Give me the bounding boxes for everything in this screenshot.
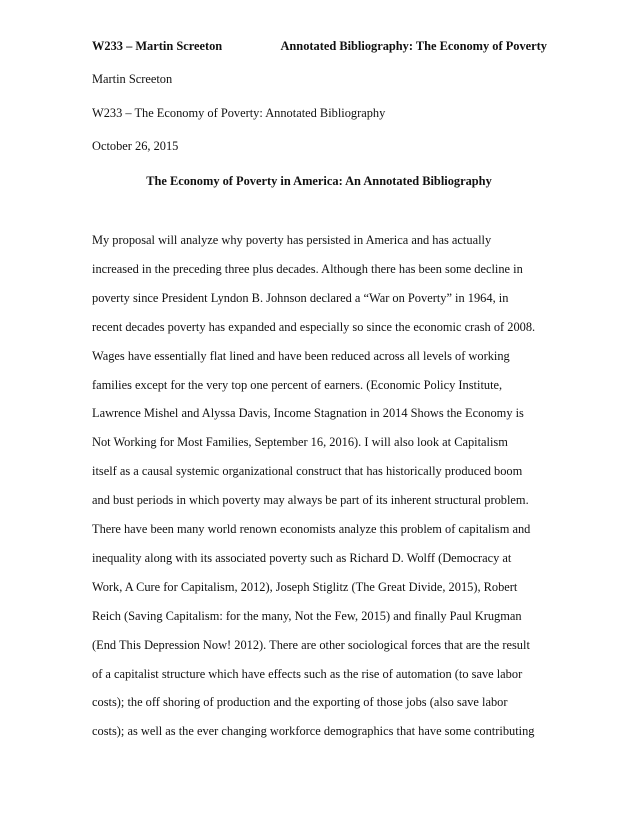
date-line: October 26, 2015: [92, 139, 179, 153]
document-title: The Economy of Poverty in America: An Annotated Bibliography: [146, 174, 492, 188]
body-line: and bust periods in which poverty may always be part of its inherent structural problem.: [92, 493, 529, 508]
body-line: Lawrence Mishel and Alyssa Davis, Income Stagnation in 2014 Shows the Economy is: [92, 406, 524, 421]
body-line: of a capitalist structure which have effects such as the rise of automation (to save labor: [92, 666, 523, 681]
author-name: Martin Screeton: [92, 72, 173, 86]
body-line: Wages have essentially flat lined and have been reduced across all levels of working: [92, 348, 510, 363]
body-line: increased in the preceding three plus decades. Although there has been some decline in: [92, 261, 523, 276]
body-line: recent decades poverty has expanded and especially so since the economic crash of 2008.: [92, 319, 536, 334]
running-header: [92, 36, 552, 56]
body-line: There have been many world renown economists analyze this problem of capitalism and: [92, 522, 531, 536]
body-line: itself as a causal systemic organizational construct that has historically produced boom: [92, 464, 523, 479]
body-line: (End This Depression Now! 2012). There are other sociological forces that are the result: [92, 637, 530, 652]
body-line: costs); the off shoring of production and the exporting of those jobs (also save labor: [92, 695, 508, 710]
header-document-title: Annotated Bibliography: The Economy of Poverty: [280, 39, 547, 53]
body-line: My proposal will analyze why poverty has persisted in America and has actually: [92, 233, 492, 247]
body-line: costs); as well as the ever changing workforce demographics that have some contributing: [92, 724, 535, 739]
body-line: Work, A Cure for Capitalism, 2012), Joseph Stiglitz (The Great Divide, 2015), Robert: [92, 579, 518, 594]
body-line: Not Working for Most Families, September 16, 2016). I will also look at Capitalism: [92, 435, 508, 450]
header-author-course: W233 – Martin Screeton: [92, 39, 223, 53]
body-line: Reich (Saving Capitalism: for the many, Not the Few, 2015) and finally Paul Krugman: [92, 608, 522, 623]
body-line: inequality along with its associated poverty such as Richard D. Wolff (Democracy at: [92, 550, 512, 565]
course-line: W233 – The Economy of Poverty: Annotated Bibliography: [92, 106, 386, 120]
body-line: families except for the very top one percent of earners. (Economic Policy Institute,: [92, 377, 503, 392]
body-line: poverty since President Lyndon B. Johnson declared a “War on Poverty” in 1964, in: [92, 290, 509, 305]
